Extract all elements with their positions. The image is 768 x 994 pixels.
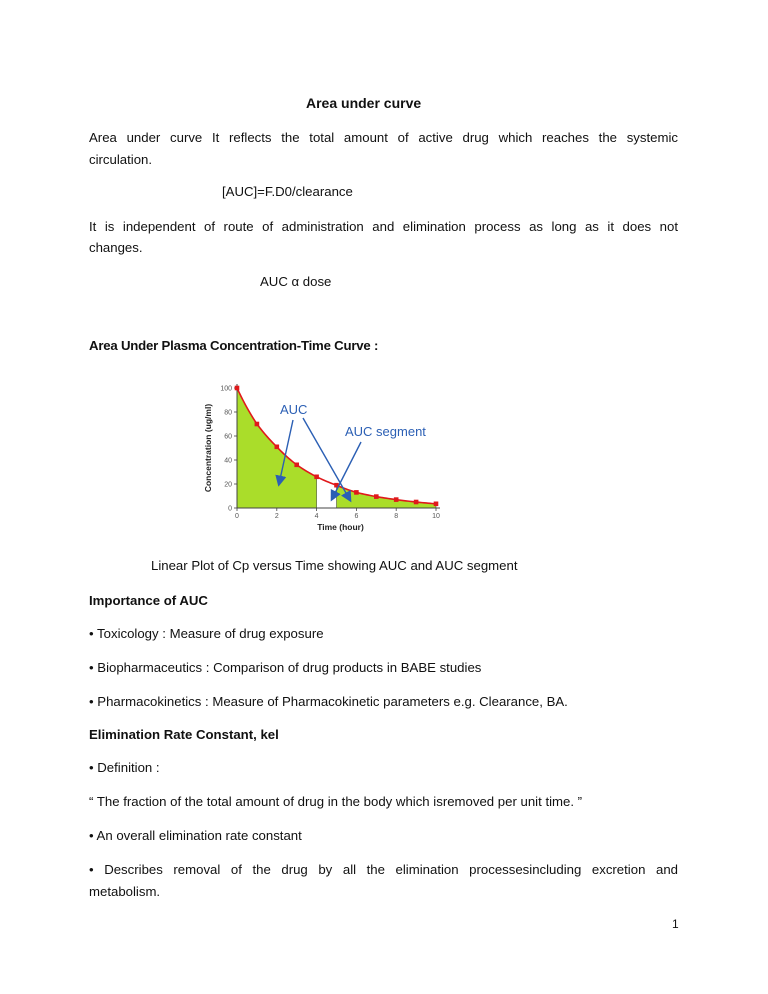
chart-caption: Linear Plot of Cp versus Time showing AUC and AUC segment bbox=[151, 558, 518, 573]
section-heading-elimination: Elimination Rate Constant, kel bbox=[89, 727, 279, 742]
bullet-toxicology: • Toxicology : Measure of drug exposure bbox=[89, 626, 324, 641]
y-tick-label: 40 bbox=[224, 457, 232, 465]
removal-text-line-2: metabolism. bbox=[89, 884, 161, 899]
y-tick-label: 100 bbox=[220, 385, 232, 393]
y-tick-label: 60 bbox=[224, 433, 232, 441]
independence-text-line-1: It is independent of route of administration and elimination process as long as it does not bbox=[89, 219, 678, 234]
bullet-biopharmaceutics: • Biopharmaceutics : Comparison of drug products in BABE studies bbox=[89, 660, 482, 675]
y-tick-label: 80 bbox=[224, 409, 232, 417]
data-point bbox=[434, 502, 439, 507]
y-tick-label: 20 bbox=[224, 481, 232, 489]
data-point bbox=[354, 490, 359, 495]
auc-formula: [AUC]=F.D0/clearance bbox=[222, 184, 353, 199]
bullet-pharmacokinetics: • Pharmacokinetics : Measure of Pharmacokinetic parameters e.g. Clearance, BA. bbox=[89, 694, 568, 709]
removal-text-line-1: • Describes removal of the drug by all the elimination processesincluding excretion and bbox=[89, 862, 678, 877]
definition-label: • Definition : bbox=[89, 760, 160, 775]
intro-text-line-2: circulation. bbox=[89, 152, 153, 167]
x-tick-label: 2 bbox=[274, 513, 279, 520]
data-point bbox=[294, 463, 299, 468]
section-heading-importance: Importance of AUC bbox=[89, 593, 208, 608]
data-point bbox=[275, 445, 280, 450]
auc-chart bbox=[200, 378, 460, 538]
data-point bbox=[394, 497, 399, 502]
data-point bbox=[414, 500, 419, 505]
annotation-auc: AUC bbox=[280, 402, 308, 417]
page-title: Area under curve bbox=[306, 95, 422, 111]
x-tick-label: 8 bbox=[394, 513, 399, 520]
auc-proportional-dose: AUC α dose bbox=[260, 274, 332, 289]
x-axis-label: Time (hour) bbox=[317, 522, 364, 532]
data-point bbox=[235, 386, 240, 391]
data-point bbox=[314, 475, 319, 480]
section-heading-auc-curve: Area Under Plasma Concentration-Time Curve : bbox=[89, 338, 379, 353]
x-tick-label: 6 bbox=[354, 513, 359, 520]
bullet-overall-elimination: • An overall elimination rate constant bbox=[89, 828, 302, 843]
x-tick-label: 4 bbox=[314, 513, 319, 520]
page-number: 1 bbox=[672, 917, 679, 931]
x-tick-label: 0 bbox=[235, 513, 239, 520]
data-point bbox=[374, 494, 379, 499]
auc-chart-svg bbox=[200, 378, 460, 538]
y-tick-label: 0 bbox=[228, 505, 232, 513]
data-point bbox=[255, 422, 260, 427]
y-axis-label: Concentration (ug/ml) bbox=[203, 403, 213, 493]
auc-segment-area bbox=[337, 485, 437, 508]
independence-text-line-2: changes. bbox=[89, 240, 143, 255]
annotation-auc-segment: AUC segment bbox=[345, 424, 426, 439]
x-tick-label: 10 bbox=[432, 513, 440, 520]
intro-text-line-1: Area under curve It reflects the total amount of active drug which reaches the systemic bbox=[89, 130, 678, 145]
definition-quote: “ The fraction of the total amount of drug in the body which isremoved per unit time. ” bbox=[89, 794, 583, 809]
